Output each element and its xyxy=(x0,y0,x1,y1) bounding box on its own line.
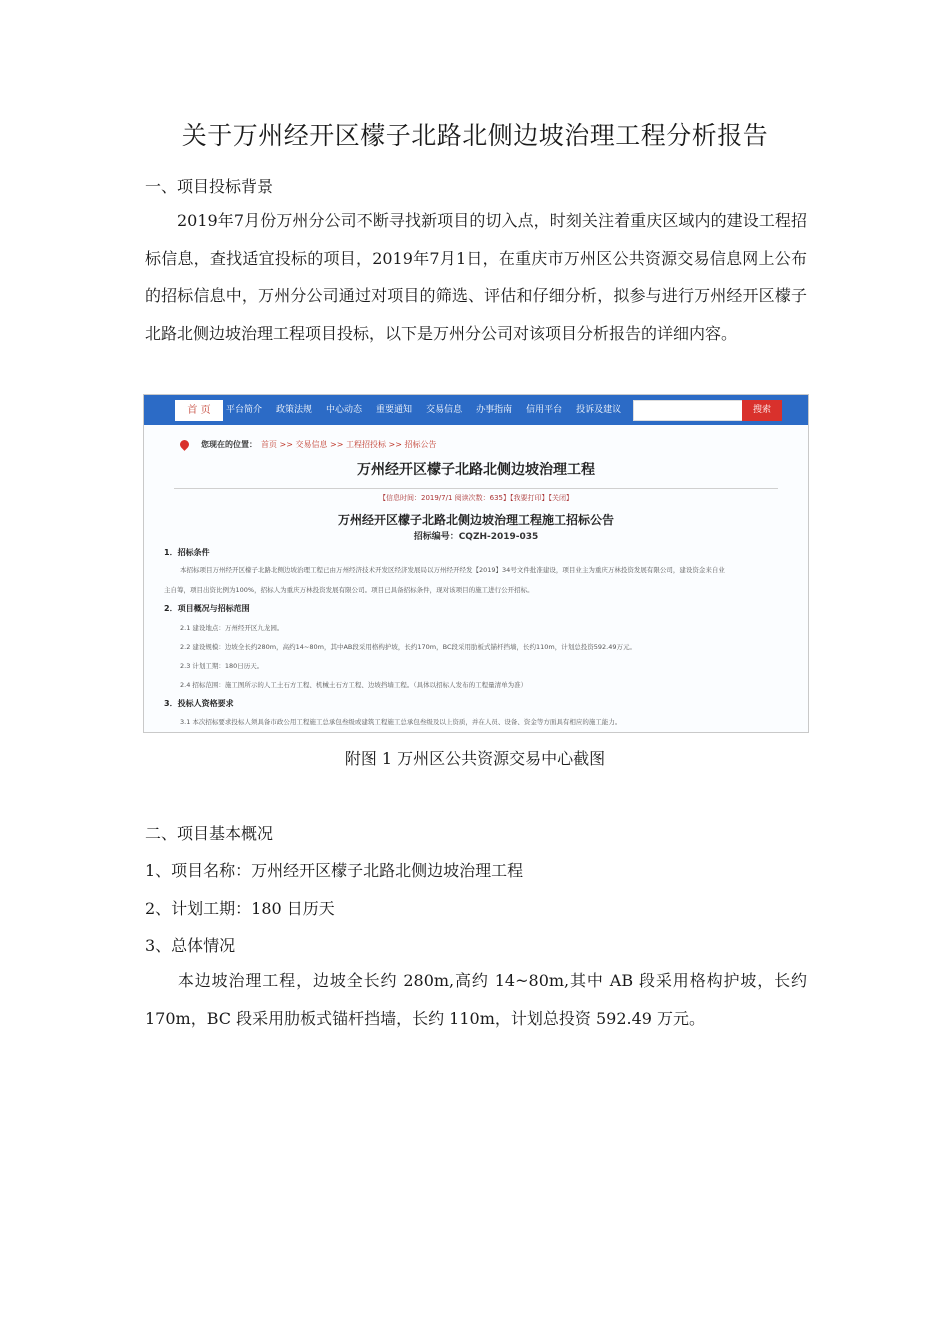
screenshot-nav-home: 首 页 xyxy=(175,400,223,421)
screenshot-nav-item: 办事指南 xyxy=(476,405,513,415)
screenshot-nav-item: 政策法规 xyxy=(276,405,313,415)
screenshot-text-line: 主自筹，项目出资比例为100%，招标人为重庆万林投资发展有限公司。项目已具备招标条件，现对该项目的施工进行公开招标。 xyxy=(164,586,534,594)
screenshot-nav-item: 交易信息 xyxy=(426,405,463,415)
section1-paragraph xyxy=(145,202,807,352)
screenshot-text-line: 2.3 计划工期：180日历天。 xyxy=(180,662,264,670)
section2-item-overview: 3、总体情况 xyxy=(145,936,236,955)
trading-center-screenshot xyxy=(143,394,809,733)
section1-heading: 一、项目投标背景 xyxy=(145,177,274,196)
figure-caption: 附图 1 万州区公共资源交易中心截图 xyxy=(344,749,606,768)
screenshot-nav-bar xyxy=(144,395,808,425)
screenshot-text-line: 2.2 建设规模：边坡全长约280m，高约14~80m，其中AB段采用格构护坡，长约170m，BC段采用肋板式锚杆挡墙，长约110m，计划总投资592.49万元。 xyxy=(180,643,636,651)
section2-paragraph-text: 本边坡治理工程，边坡全长约 280m,高约 14~80m,其中 AB 段采用格构护坡，长约 170m，BC 段采用肋板式锚杆挡墙，长约 110m，计划总投资 592.49 万元。 xyxy=(145,971,807,1028)
screenshot-section-heading: 3．投标人资格要求 xyxy=(164,699,234,708)
screenshot-search-input xyxy=(633,400,743,421)
screenshot-notice-code: 招标编号：CQZH-2019-035 xyxy=(413,532,539,542)
section2-heading: 二、项目基本概况 xyxy=(145,824,274,843)
screenshot-project-title: 万州经开区檬子北路北侧边坡治理工程 xyxy=(357,462,595,478)
section1-paragraph-text: 2019年7月份万州分公司不断寻找新项目的切入点，时刻关注着重庆区域内的建设工程招标信息，查找适宜投标的项目，2019年7月1日，在重庆市万州区公共资源交易信息网上公布的招标信息中，万州分公司通过对项目的筛选、评估和仔细分析，拟参与进行万州经开区檬子北路北侧边坡治理工程项目投标，以下是万州分公司对该项目分析报告的详细内容。 xyxy=(145,211,807,343)
section2-item-duration: 2、计划工期：180 日历天 xyxy=(145,899,335,918)
screenshot-meta: 【信息时间：2019/7/1 阅读次数：635】【我要打印】【关闭】 xyxy=(378,494,574,502)
screenshot-nav-item: 平台简介 xyxy=(226,405,263,415)
screenshot-notice-title: 万州经开区檬子北路北侧边坡治理工程施工招标公告 xyxy=(337,513,614,527)
screenshot-location xyxy=(180,439,436,450)
screenshot-search-button: 搜索 xyxy=(742,400,782,421)
screenshot-nav-items xyxy=(226,395,635,425)
breadcrumb: 首页 >> 交易信息 >> 工程招投标 >> 招标公告 xyxy=(261,440,437,449)
screenshot-nav-item: 信用平台 xyxy=(526,405,563,415)
screenshot-divider xyxy=(174,488,778,489)
screenshot-nav-item: 中心动态 xyxy=(326,405,363,415)
section2-item-name: 1、项目名称：万州经开区檬子北路北侧边坡治理工程 xyxy=(145,861,524,880)
location-pin-icon xyxy=(178,438,191,451)
screenshot-section-heading: 2．项目概况与招标范围 xyxy=(164,604,250,613)
screenshot-nav-item: 投诉及建议 xyxy=(576,405,622,415)
screenshot-nav-item: 重要通知 xyxy=(376,405,413,415)
screenshot-text-line: 2.4 招标范围：施工图所示的人工土石方工程、机械土石方工程、边坡挡墙工程。（具体以招标人发布的工程量清单为准） xyxy=(180,681,528,689)
location-label: 您现在的位置： xyxy=(201,440,257,449)
section2-paragraph xyxy=(145,962,807,1037)
screenshot-text-line: 本招标项目万州经开区檬子北路北侧边坡治理工程已由万州经济技术开发区经济发展局以万州经开经发【2019】34号文件批准建设，项目业主为重庆万林投资发展有限公司，建设资金来自业 xyxy=(180,566,725,574)
screenshot-section-heading: 1．招标条件 xyxy=(164,548,210,557)
document-title: 关于万州经开区檬子北路北侧边坡治理工程分析报告 xyxy=(181,121,769,150)
screenshot-text-line: 3.1 本次招标要求投标人须具备市政公用工程施工总承包叁级或建筑工程施工总承包叁级及以上资质，并在人员、设备、资金等方面具有相应的施工能力。 xyxy=(180,718,622,726)
screenshot-text-line: 2.1 建设地点：万州经开区九龙园。 xyxy=(180,624,284,632)
